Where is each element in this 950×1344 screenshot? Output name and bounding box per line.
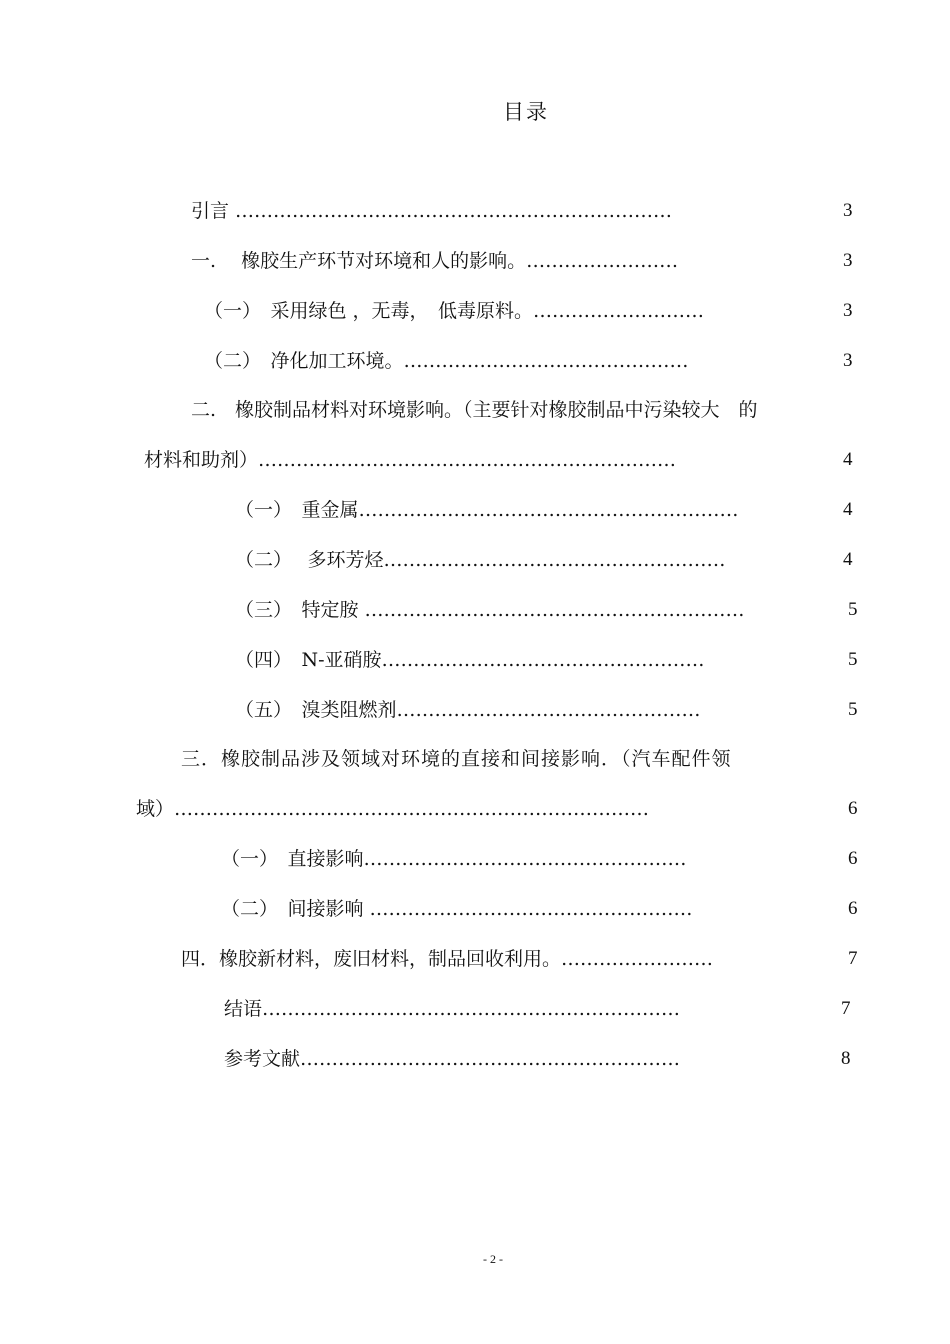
toc-page-2: 4 [843, 449, 853, 470]
toc-page-2-4: 5 [848, 649, 858, 670]
toc-page-1-1: 3 [843, 300, 853, 321]
toc-page-2-2: 4 [843, 549, 853, 570]
toc-entry-2-3: （三） 特定胺 …………………………………………………… [235, 599, 745, 621]
toc-entry-3-cont: 域）………………………………………………………………… [136, 798, 650, 820]
toc-page-3: 6 [848, 798, 858, 819]
toc-page-1-2: 3 [843, 350, 853, 371]
toc-page-3-1: 6 [848, 848, 858, 869]
toc-page-1: 3 [843, 250, 853, 271]
toc-entry-2-4: （四） N-亚硝胺…………………………………………… [235, 649, 705, 671]
toc-page-4: 7 [848, 948, 858, 969]
toc-entry-conclusion: 结语………………………………………………………… [224, 998, 681, 1020]
toc-entry-2-cont: 材料和助剂）………………………………………………………… [144, 449, 677, 471]
toc-page-intro: 3 [843, 200, 853, 221]
toc-entry-4: 四．橡胶新材料，废旧材料，制品回收利用。…………………… [181, 948, 714, 970]
toc-page-conclusion: 7 [841, 998, 851, 1019]
toc-page-2-3: 5 [848, 599, 858, 620]
page-number-footer: - 2 - [483, 1252, 503, 1266]
toc-entry-3-1: （一） 直接影响…………………………………………… [221, 848, 687, 870]
toc-entry-2-5: （五） 溴类阻燃剂………………………………………… [235, 699, 701, 721]
toc-page-2-1: 4 [843, 499, 853, 520]
toc-entry-3: 三．橡胶制品涉及领域对环境的直接和间接影响．（汽车配件领 [181, 748, 732, 770]
toc-entry-1-2: （二） 净化加工环境。……………………………………… [204, 350, 689, 372]
toc-page-2-5: 5 [848, 699, 858, 720]
toc-entry-1: 一. 橡胶生产环节对环境和人的影响。…………………… [191, 250, 679, 272]
toc-entry-references: 参考文献…………………………………………………… [224, 1048, 681, 1070]
toc-page-references: 8 [841, 1048, 851, 1069]
toc-entry-1-1: （一） 采用绿色 ，无毒， 低毒原料。……………………… [204, 300, 705, 322]
toc-entry-2-2: （二） 多环芳烃……………………………………………… [235, 549, 726, 571]
toc-title: 目录 [503, 100, 549, 124]
toc-entry-2: 二. 橡胶制品材料对环境影响。（主要针对橡胶制品中污染较大 的 [191, 399, 758, 421]
toc-entry-3-2: （二） 间接影响 …………………………………………… [221, 898, 693, 920]
toc-entry-2-1: （一） 重金属…………………………………………………… [235, 499, 739, 521]
toc-entry-intro: 引言 …………………………………………………………… [191, 200, 673, 222]
toc-page-3-2: 6 [848, 898, 858, 919]
